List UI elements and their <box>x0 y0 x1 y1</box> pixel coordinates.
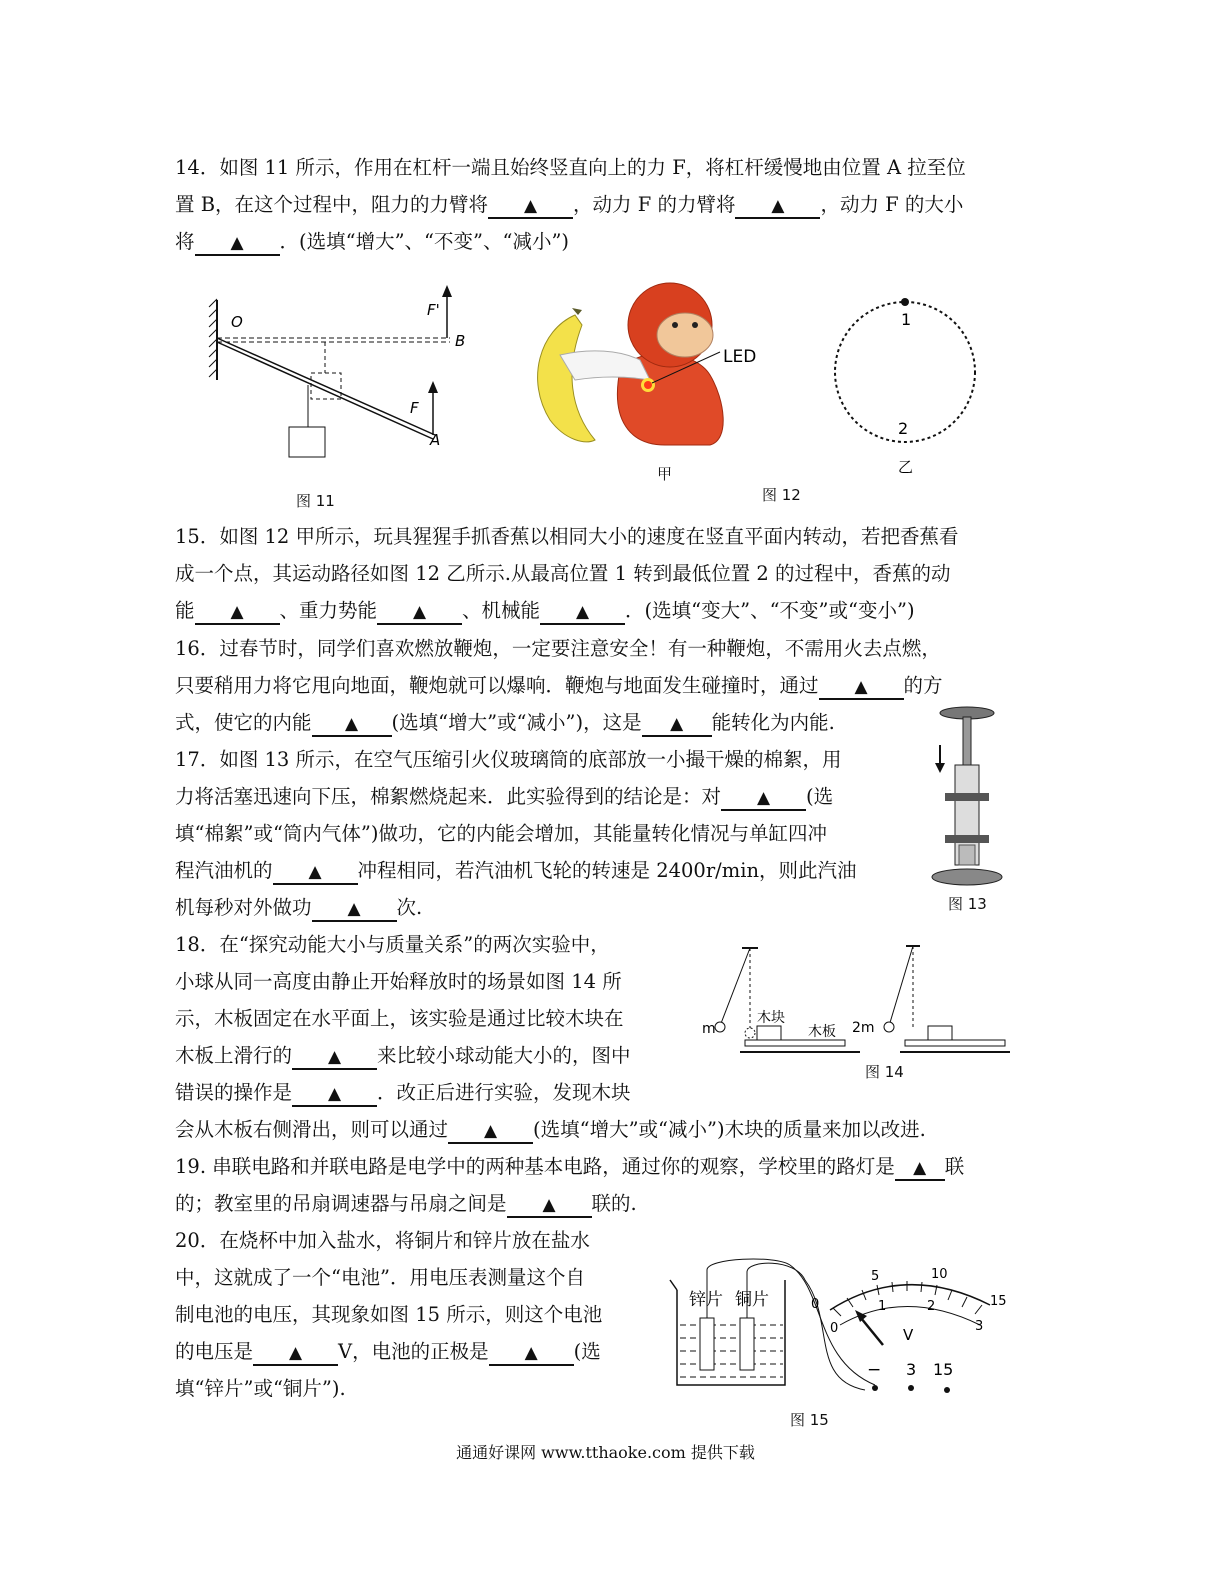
svg-text:木块: 木块 <box>757 1010 785 1026</box>
svg-text:2m: 2m <box>852 1020 875 1036</box>
q14-line1: 14．如图 11 所示，作用在杠杆一端且始终竖直向上的力 F，将杠杆缓慢地由位置 A 拉至位 <box>175 156 966 179</box>
q14-line3: 将 ▲ ．(选填“增大”、“不变”、“减小”) <box>175 229 569 256</box>
q17-line1: 17．如图 13 所示，在空气压缩引火仪玻璃筒的底部放一小撮干燥的棉絮，用 <box>175 748 842 771</box>
q20-line3: 制电池的电压，其现象如图 15 所示，则这个电池 <box>175 1303 603 1326</box>
svg-text:1: 1 <box>878 1299 887 1314</box>
fire-piston-figure <box>925 705 1015 890</box>
q20-line2: 中，这就成了一个“电池”．用电压表测量这个自 <box>175 1266 585 1289</box>
svg-text:3: 3 <box>906 1360 917 1379</box>
q16-line2: 只要稍用力将它甩向地面，鞭炮就可以爆响．鞭炮与地面发生碰撞时，通过 ▲ 的方 <box>175 673 943 700</box>
svg-text:−: − <box>867 1360 882 1380</box>
q18-line5: 错误的操作是 ▲ ．改正后进行实验，发现木块 <box>175 1080 631 1107</box>
svg-text:B: B <box>455 332 466 350</box>
q16-line1: 16．过春节时，同学们喜欢燃放鞭炮，一定要注意安全！有一种鞭炮，不需用火去点燃， <box>175 637 941 660</box>
svg-text:木板: 木板 <box>808 1024 836 1040</box>
sub-caption-jia: 甲 <box>657 465 673 483</box>
answer-blank[interactable]: ▲ <box>448 1120 533 1144</box>
q20-line4: 的电压是 ▲ V，电池的正极是 ▲ (选 <box>175 1339 601 1366</box>
label-o: O <box>231 313 243 331</box>
q15-line2: 成一个点，其运动路径如图 12 乙所示.从最高位置 1 转到最低位置 2 的过程中，香蕉的动 <box>175 562 951 585</box>
svg-text:0: 0 <box>811 1297 820 1312</box>
answer-blank[interactable]: ▲ <box>488 195 573 219</box>
q18-line1: 18．在“探究动能大小与质量关系”的两次实验中， <box>175 933 610 956</box>
q17-line2: 力将活塞迅速向下压，棉絮燃烧起来．此实验得到的结论是：对 ▲ (选 <box>175 784 833 811</box>
q18-line3: 示，木板固定在水平面上，该实验是通过比较木块在 <box>175 1007 624 1030</box>
q17-line4: 程汽油机的 ▲ 冲程相同，若汽油机飞轮的转速是 2400r/min，则此汽油 <box>175 858 857 885</box>
q18-line2: 小球从同一高度由静止开始释放时的场景如图 14 所 <box>175 970 622 993</box>
footer: 通通好课网 www.tthaoke.com 提供下载 <box>456 1443 755 1462</box>
answer-blank[interactable]: ▲ <box>895 1157 945 1181</box>
svg-text:0: 0 <box>830 1321 839 1336</box>
svg-text:乙: 乙 <box>898 458 914 476</box>
q20-line1: 20．在烧杯中加入盐水，将铜片和锌片放在盐水 <box>175 1229 590 1252</box>
answer-blank[interactable]: ▲ <box>195 232 280 256</box>
svg-text:V: V <box>903 1326 914 1344</box>
answer-blank[interactable]: ▲ <box>292 1046 377 1070</box>
svg-text:10: 10 <box>931 1267 948 1282</box>
q17-line5: 机每秒对外做功 ▲ 次. <box>175 895 422 922</box>
svg-text:2: 2 <box>927 1299 936 1314</box>
q14-line2: 置 B，在这个过程中，阻力的力臂将 ▲ ，动力 F 的力臂将 ▲ ，动力 F 的大小 <box>175 192 963 219</box>
q15-line1: 15．如图 12 甲所示，玩具猩猩手抓香蕉以相同大小的速度在竖直平面内转动，若把香蕉看 <box>175 525 959 548</box>
svg-text:A: A <box>430 431 441 449</box>
svg-text:LED: LED <box>723 347 757 367</box>
answer-blank[interactable]: ▲ <box>195 601 280 625</box>
q19-line1: 19. 串联电路和并联电路是电学中的两种基本电路，通过你的观察，学校里的路灯是 ▲ 联 <box>175 1154 964 1181</box>
svg-text:15: 15 <box>933 1360 954 1379</box>
figure-caption: 图 14 <box>865 1063 904 1081</box>
svg-text:5: 5 <box>871 1269 880 1284</box>
answer-blank[interactable]: ▲ <box>735 195 820 219</box>
answer-blank[interactable]: ▲ <box>253 1342 338 1366</box>
q20-line5: 填“锌片”或“铜片”). <box>175 1377 346 1400</box>
monkey-toy-image <box>520 280 780 455</box>
circular-path-figure <box>825 290 985 480</box>
answer-blank[interactable]: ▲ <box>292 1083 377 1107</box>
svg-text:3: 3 <box>975 1319 984 1334</box>
answer-blank[interactable]: ▲ <box>507 1194 592 1218</box>
q16-line3: 式，使它的内能 ▲ (选填“增大”或“减小”)，这是 ▲ 能转化为内能. <box>175 710 835 737</box>
answer-blank[interactable]: ▲ <box>489 1342 574 1366</box>
answer-blank[interactable]: ▲ <box>312 713 392 737</box>
answer-blank[interactable]: ▲ <box>642 713 712 737</box>
answer-blank[interactable]: ▲ <box>312 898 397 922</box>
answer-blank[interactable]: ▲ <box>273 861 358 885</box>
svg-text:15: 15 <box>990 1294 1007 1309</box>
q18-line6: 会从木板右侧滑出，则可以通过 ▲ (选填“增大”或“减小”)木块的质量来加以改进. <box>175 1117 926 1144</box>
figure-caption: 图 13 <box>948 895 987 913</box>
pendulum-experiment-figure <box>700 940 1015 1065</box>
figure-caption: 图 12 <box>762 486 801 504</box>
lever-figure <box>205 285 475 485</box>
answer-blank[interactable]: ▲ <box>540 601 625 625</box>
svg-text:1: 1 <box>901 310 912 329</box>
figure-caption: 图 15 <box>790 1411 829 1429</box>
svg-text:2: 2 <box>898 419 909 438</box>
answer-blank[interactable]: ▲ <box>721 787 806 811</box>
q18-line4: 木板上滑行的 ▲ 来比较小球动能大小的，图中 <box>175 1043 631 1070</box>
svg-text:锌片: 锌片 <box>689 1290 723 1310</box>
answer-blank[interactable]: ▲ <box>819 676 904 700</box>
answer-blank[interactable]: ▲ <box>377 601 462 625</box>
voltmeter-battery-figure <box>665 1250 1020 1405</box>
svg-text:m: m <box>702 1021 716 1037</box>
q15-line3: 能 ▲ 、重力势能 ▲ 、机械能 ▲ ．(选填“变大”、“不变”或“变小”) <box>175 598 915 625</box>
figure-caption: 图 11 <box>296 492 335 510</box>
svg-text:F': F' <box>427 301 440 319</box>
q19-line2: 的；教室里的吊扇调速器与吊扇之间是 ▲ 联的. <box>175 1191 637 1218</box>
svg-text:铜片: 铜片 <box>735 1290 769 1310</box>
svg-text:F: F <box>410 399 419 417</box>
q17-line3: 填“棉絮”或“筒内气体”)做功，它的内能会增加，其能量转化情况与单缸四冲 <box>175 822 827 845</box>
